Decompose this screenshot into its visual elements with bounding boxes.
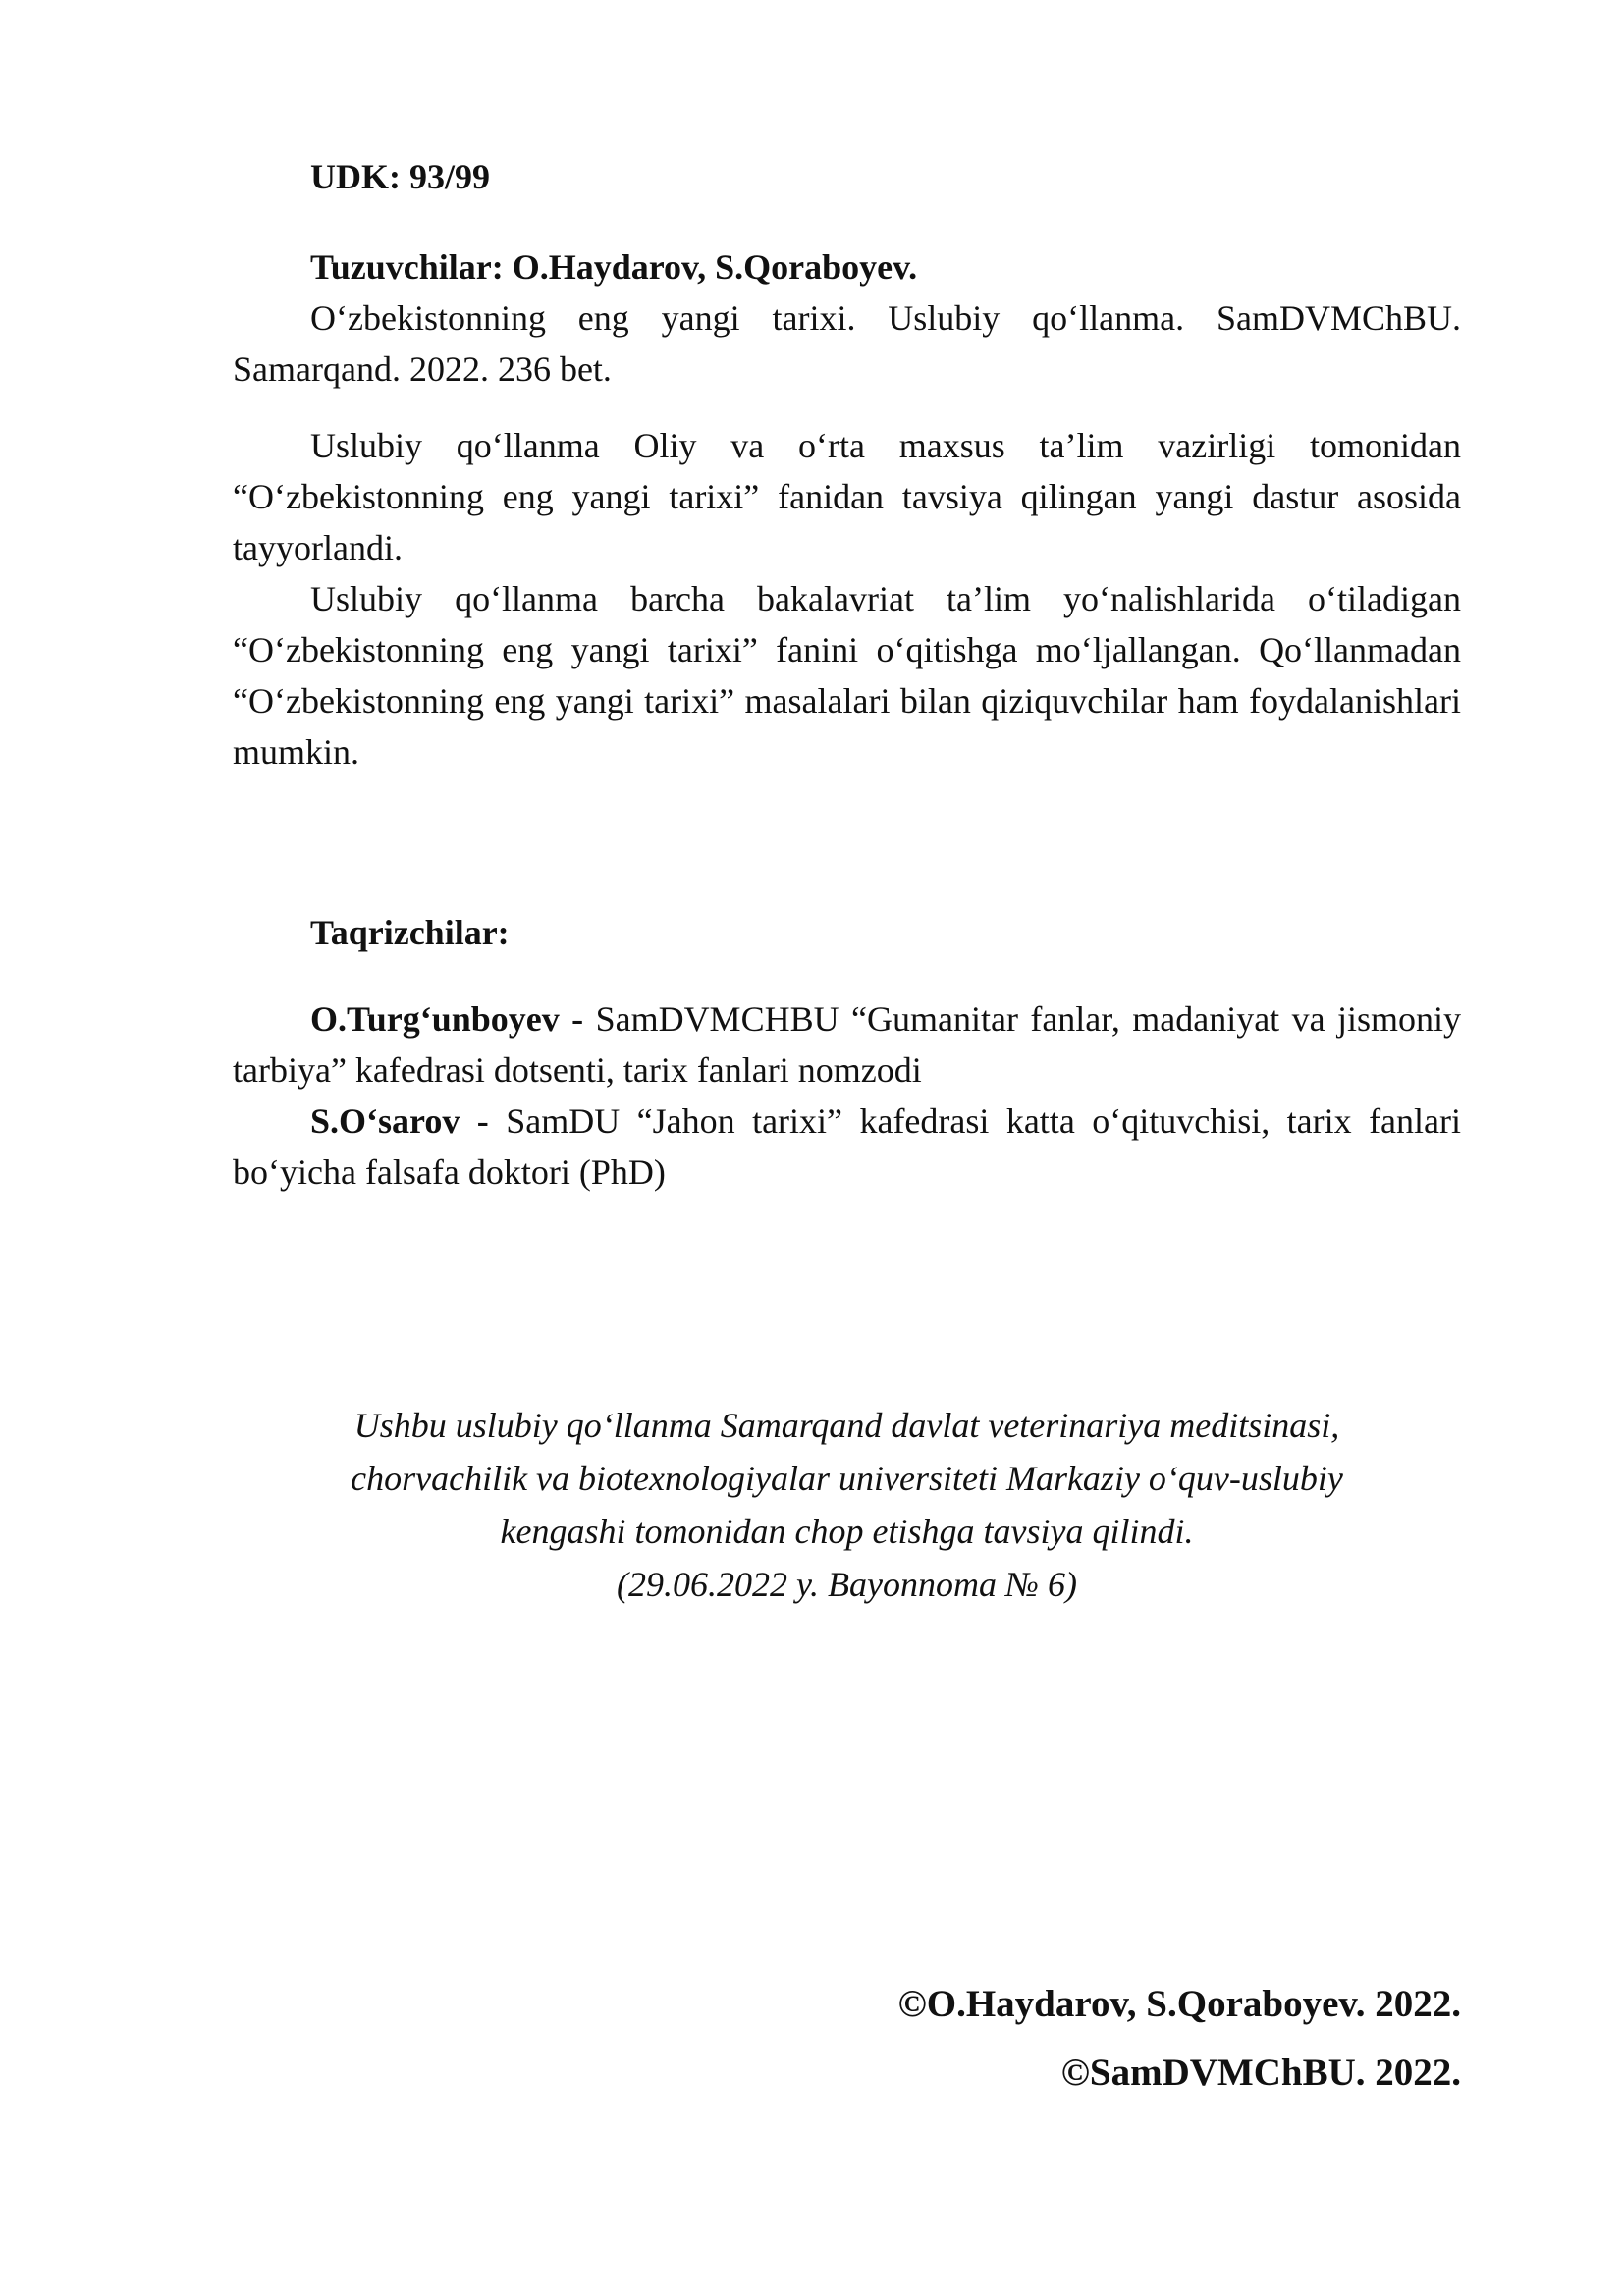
authors-names: O.Haydarov, S.Qoraboyev. [512, 247, 918, 287]
authors-label: Tuzuvchilar: [310, 247, 504, 287]
description-paragraph-2: Uslubiy qo‘llanma barcha bakalavriat ta’lim yo‘nalishlarida o‘tiladigan “O‘zbekistonning eng yangi tarixi” fanini o‘qitishga mo‘ljallangan. Qo‘llanmadan “O‘zbekistonning eng yangi tarixi” masalalari bilan qiziquvchilar ham foydalanishlari mumkin. [233, 579, 1461, 772]
copyright-university: ©SamDVMChBU. 2022. [1060, 2052, 1461, 2094]
description-paragraph-1: Uslubiy qo‘llanma Oliy va o‘rta maxsus ta’lim vazirligi tomonidan “O‘zbekistonning eng yangi tarixi” fanidan tavsiya qilingan yangi dastur asosida tayyorlandi. [233, 426, 1461, 567]
copyright-section [233, 1970, 1461, 2108]
approval-line: Ushbu uslubiy qo‘llanma Samarqand davlat veterinariya meditsinasi, [353, 1406, 1340, 1445]
authors-section [233, 241, 1461, 395]
description-section [233, 420, 1461, 777]
reviewer-entry [233, 1095, 1461, 1198]
copyright-authors: ©O.Haydarov, S.Qoraboyev. 2022. [897, 1983, 1461, 2025]
approval-note [233, 1399, 1461, 1611]
reviewer-details: SamDVMCHBU “Gumanitar fanlar, madaniyat va jismoniy tarbiya” kafedrasi dotsenti, tarix fanlari nomzodi [233, 999, 1462, 1090]
reviewer-name: S.O‘sarov - [310, 1101, 489, 1141]
approval-line: chorvachilik va biotexnologiyalar universiteti Markaziy o‘quv-uslubiy [351, 1459, 1343, 1498]
reviewers-heading: Taqrizchilar: [310, 913, 510, 952]
reviewers-heading-section [233, 907, 1461, 958]
book-citation: O‘zbekistonning eng yangi tarixi. Uslubiy qo‘llanma. SamDVMChBU. Samarqand. 2022. 236 bet. [233, 298, 1461, 389]
udk-code: UDK: 93/99 [310, 157, 490, 196]
reviewer-details: SamDU “Jahon tarixi” kafedrasi katta o‘qituvchisi, tarix fanlari bo‘yicha falsafa doktori (PhD) [233, 1101, 1462, 1192]
reviewers-list [233, 993, 1461, 1198]
reviewer-entry [233, 993, 1461, 1095]
approval-protocol: (29.06.2022 y. Bayonnoma № 6) [617, 1565, 1077, 1604]
udk-section [233, 151, 1461, 202]
reviewer-name: O.Turg‘unboyev - [310, 999, 584, 1039]
approval-line: kengashi tomonidan chop etishga tavsiya qilindi. [500, 1512, 1194, 1551]
